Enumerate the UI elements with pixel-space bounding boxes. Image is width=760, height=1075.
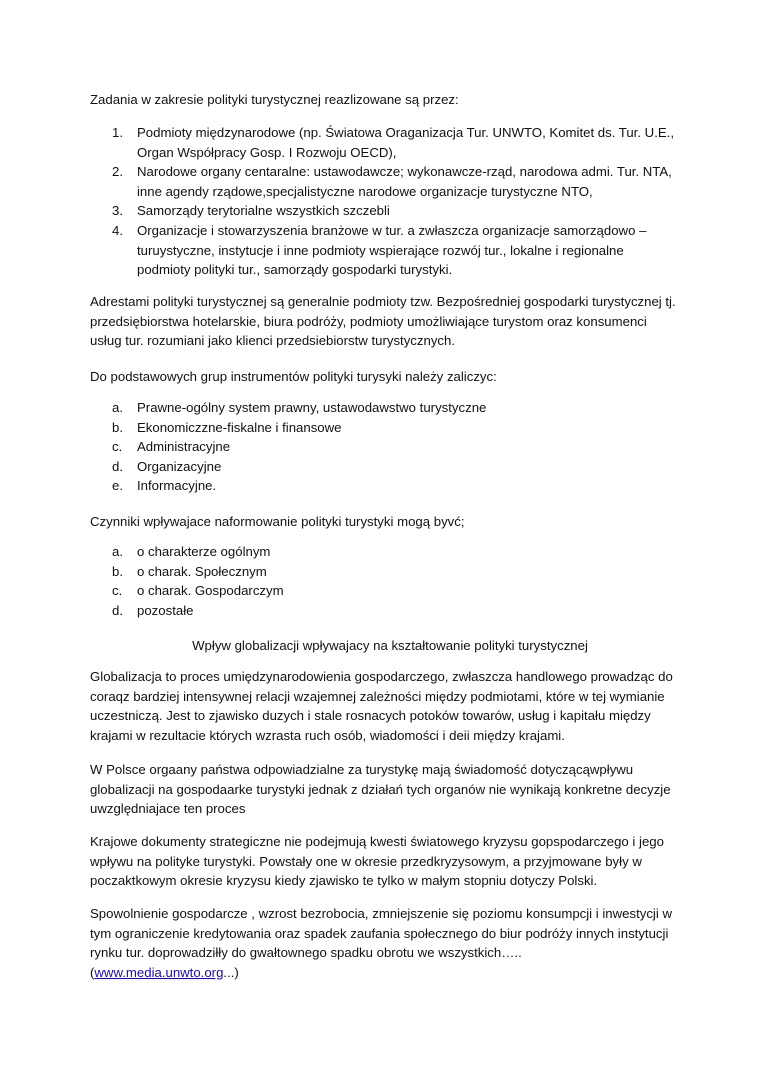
factors-list — [90, 542, 690, 620]
line: tym ograniczenie kredytowania oraz spadek zaufania społecznego do biur podróży innych instytucji — [90, 925, 669, 941]
intro-paragraph: Zadania w zakresie polityki turystycznej reazlizowane są przez: — [90, 92, 459, 107]
instruments-intro: Do podstawowych grup instrumentów polityki turysyki należy zaliczyc: — [90, 369, 497, 384]
line: Globalizacja to proces umiędzynarodowienia gospodarczego, zwłaszcza handlowego prowadząc do — [90, 669, 673, 684]
line: inne agendy rządowe,specjalistyczne narodowe organizacje turystyczne NTO, — [137, 183, 593, 199]
line: Spowolnienie gospodarcze , wzrost bezrobocia, zmniejszenie się poziomu konsumpcji i inwestycji w — [90, 906, 672, 921]
documents-paragraph — [90, 832, 690, 891]
line: przedsiębiorstwa hotelarskie, biura podróży, podmioty umożliwiające turystom oraz konsumenci — [90, 313, 647, 329]
list-marker: c. — [112, 583, 123, 599]
slowdown-paragraph — [90, 904, 690, 982]
list-item — [90, 398, 690, 418]
line: W Polsce orgaany państwa odpowiadzialne za turystykę mają świadomość dotyczącąwpływu — [90, 762, 634, 777]
list-item-text: Informacyjne. — [137, 478, 217, 494]
list-item-text: Organizacyjne — [137, 458, 222, 474]
line: krajami w rezultacie których wzrasta ruch osób, wiadomości i deii między krajami. — [90, 727, 565, 743]
poland-paragraph — [90, 760, 690, 819]
line: usług tur. rozumiani jako klienci przedsiebiorstw turystycznych. — [90, 333, 455, 349]
list-marker: a. — [112, 400, 123, 415]
source-close: ...) — [223, 964, 239, 980]
line: uczestniczą. Jest to zjawisko duzych i stale rosnacych potoków towarów, usług i kapitału między — [90, 708, 651, 724]
line: turuystyczne, instytucje i inne podmioty wspierające rozwój tur., lokalne i regionalne — [137, 242, 624, 258]
list-item-text: pozostałe — [137, 602, 194, 618]
list-item — [90, 123, 690, 162]
list-marker: d. — [112, 458, 123, 474]
line: poczaktkowym okresie kryzysu kiedy zjawisko te tylko w małym stopniu dotyczy Polski. — [90, 873, 598, 889]
source-open: ( — [90, 964, 95, 980]
source-link[interactable]: www.media.unwto.org — [94, 964, 224, 980]
line: globalizacji na gospodaarke turystyki jednak z działań tych organów nie wynikają konkretne decyzje — [90, 781, 671, 797]
list-item-text: o charak. Gospodarczym — [137, 583, 284, 599]
list-marker: a. — [112, 544, 123, 559]
line: uwzględniajace ten proces — [90, 801, 246, 817]
source-line — [90, 963, 690, 983]
addressees-paragraph — [90, 292, 690, 351]
list-item — [90, 476, 690, 496]
list-marker: 1. — [112, 125, 123, 140]
list-item — [90, 437, 690, 457]
line: Organizacje i stowarzyszenia branżowe w tur. a zwłaszcza organizacje samorządowo – — [137, 222, 647, 238]
line: Organ Współpracy Gosp. I Rozwoju OECD), — [137, 144, 397, 160]
line: Narodowe organy centaralne: ustawodawcze; wykonawcze-rząd, narodowa admi. Tur. NTA, — [137, 164, 672, 180]
globalization-paragraph — [90, 667, 690, 745]
line: Krajowe dokumenty strategiczne nie podejmują kwesti światowego kryzysu gopspodarczego i jego — [90, 834, 664, 849]
list-marker: 2. — [112, 164, 123, 180]
list-item-text: Ekonomiczzne-fiskalne i finansowe — [137, 419, 342, 435]
line: Samorządy terytorialne wszystkich szczebli — [137, 203, 390, 219]
list-item — [90, 201, 690, 221]
tasks-list — [90, 123, 690, 280]
list-item — [90, 562, 690, 582]
list-marker: d. — [112, 602, 123, 618]
list-marker: e. — [112, 478, 123, 494]
line: Podmioty międzynarodowe (np. Światowa Oraganizacja Tur. UNWTO, Komitet ds. Tur. U.E., — [137, 125, 674, 140]
list-marker: c. — [112, 439, 123, 455]
list-item-text: o charak. Społecznym — [137, 563, 267, 579]
list-item — [90, 457, 690, 477]
list-item — [90, 418, 690, 438]
line: rynku tur. doprowadziłły do gwałtownego spadku obrotu we wszystkich….. — [90, 945, 522, 961]
line: wpływu na polityke turystyki. Powstały one w okresie przedkryzysowym, a przyjmowane były w — [90, 853, 642, 869]
factors-intro: Czynniki wpływajace naformowanie polityki turystyki mogą byvć; — [90, 514, 465, 529]
instruments-list — [90, 398, 690, 496]
list-item — [90, 221, 690, 280]
line: podmioty polityki tur., samorządy gospodarki turystyki. — [137, 262, 453, 278]
list-marker: b. — [112, 419, 123, 435]
list-item — [90, 581, 690, 601]
section-heading: Wpływ globalizacji wpływajacy na kształtowanie polityki turystycznej — [192, 638, 588, 653]
list-item — [90, 601, 690, 621]
line: coraqz bardziej intensywnej relacji wzajemnej zależności między podmiotami, które w tej wymianie — [90, 688, 665, 704]
list-item — [90, 542, 690, 562]
line: Adrestami polityki turystycznej są generalnie podmioty tzw. Bezpośredniej gospodarki turystycznej tj. — [90, 294, 676, 309]
list-item — [90, 162, 690, 201]
list-marker: b. — [112, 563, 123, 579]
list-item-text: o charakterze ogólnym — [137, 544, 271, 559]
list-item-text: Administracyjne — [137, 439, 231, 455]
list-item-text: Prawne-ogólny system prawny, ustawodawstwo turystyczne — [137, 400, 487, 415]
list-marker: 4. — [112, 222, 123, 238]
list-marker: 3. — [112, 203, 123, 219]
